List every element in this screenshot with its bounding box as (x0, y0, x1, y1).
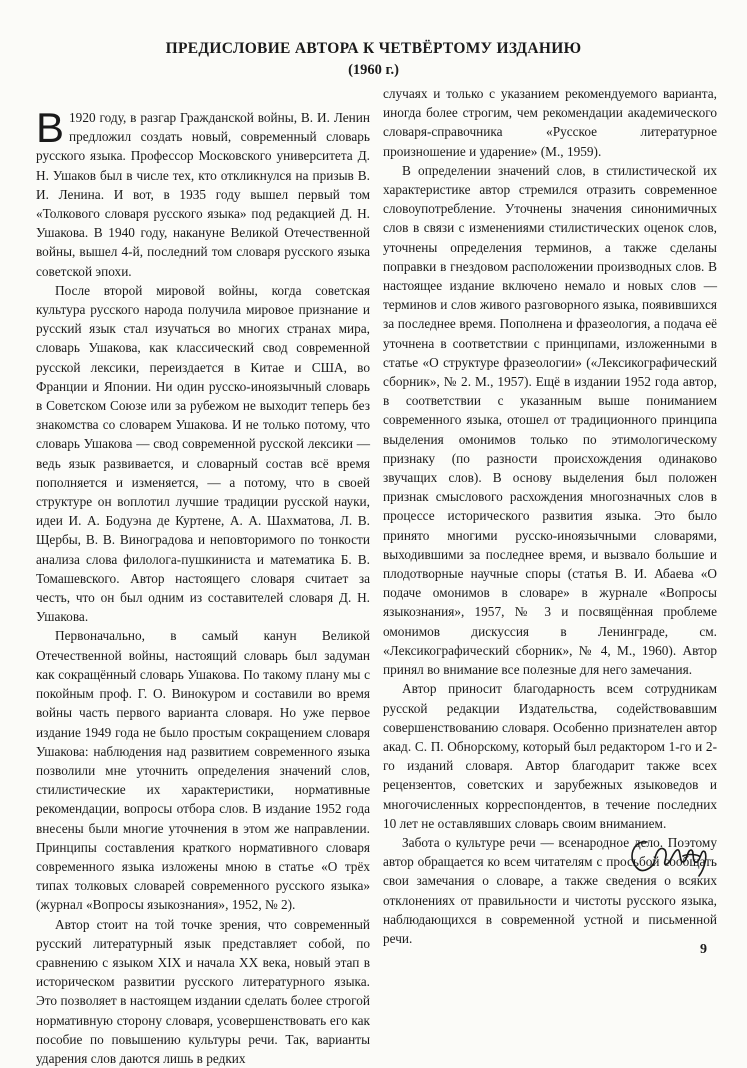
right-column (383, 84, 717, 948)
paragraph: Автор приносит благодарность всем сотрудникам русской редакции Издательства, содействовавшим совершенствованию словаря. Особенно признателен автор акад. С. П. Обнорскому, который был редактором 1-го и 2-го изданий словаря. Автор благодарит также всех рецензентов, советских и зарубежных языковедов и многочисленных корреспондентов, в течение последних 10 лет не оставлявших словарь своим вниманием. (383, 681, 717, 831)
paragraph: Забота о культуре речи — всенародное дело. Поэтому автор обращается ко всем читателям с просьбой сообщать свои замечания о словаре, а также сведения о всяких отклонениях от правильности и чистоты русского языка, наблюдающихся в современной устной и письменной речи. (383, 834, 717, 946)
page-subtitle: (1960 г.) (348, 62, 399, 78)
page-title: ПРЕДИСЛОВИЕ АВТОРА К ЧЕТВЁРТОМУ ИЗДАНИЮ (165, 40, 582, 57)
paragraph: В определении значений слов, в стилистической их характеристике автор стремился отразить современное словоупотребление. Уточнены значения синонимичных слов в связи с изменениями стилистических оценок слов, уточнены определения терминов, а также сделаны поправки в гнездовом расположении производных слов. В настоящее издание включено немало и новых слов — терминов и слов живого разговорного языка, появившихся за последнее время. Пополнена и фразеология, а подача её уточнена в соответствии с принципами, изложенными в статье «О структуре фразеологии» («Лексикографический сборник», № 2. М., 1957). Ещё в издании 1952 года автор, в соответствии с указанным выше пониманием современного языка, отошел от традиционного принципа выделения омонимов только по этимологическому признаку (по разности происхождения одинаково звучащих слов). В основу выделения был положен признак смыслового расхождения многозначных слов в процессе исторического развития языка. Это было принято многими русско-иноязычными словарями, выходившими за последнее время, и вызвало большие и плодотворные научные споры (статья В. И. Абаева «О подаче омонимов в словаре» в журнале «Вопросы языкознания», 1957, № 3 и посвящённая проблеме омонимов дискуссия в Ленинграде, см. «Лексикографический сборник», № 4, М., 1960). Автор принял во внимание все полезные для него замечания. (383, 162, 717, 678)
paragraph: Автор стоит на той точке зрения, что современный русский литературный язык представляет собой, по сравнению с языком XIX и начала XX века, новый этап в историческом развитии русского литературного языка. Это позволяет в настоящем издании сделать более строгой нормативную сторону словаря, усовершенствовать его как пособие по повышению культуры речи. Так, варианты ударения слов даются лишь в редких (36, 916, 370, 1066)
paragraph-text: 1920 году, в разгар Гражданской войны, В. И. Ленин предложил создать новый, современный словарь русского языка. Профессор Московского университета Д. Н. Ушаков был в числе тех, кто откликнулся на призыв В. И. Ленина. И вот, в 1935 году вышел первый том «Толкового словаря русского языка» под редакцией Д. Н. Ушакова. В 1940 году, накануне Великой Отечественной войны, вышел 4-й, последний том словаря русского языка советской эпохи. (36, 110, 370, 279)
paragraph: Первоначально, в самый канун Великой Отечественной войны, настоящий словарь был задуман как сокращённый словарь Ушакова. По такому плану мы с покойным проф. Г. О. Винокуром и составили во время войны часть первого варианта словаря. Но уже первое издание 1949 года не было простым сокращением словаря Ушакова: наблюдения над развитием современного языка позволили мне уточнить определения значений слов, стилистические их характеристики, нормативные рекомендации, вопросы отбора слов. В издание 1952 года внесены были многие уточнения в этом же направлении. Принципы составления краткого нормативного словаря современного языка изложены мною в статье «О трёх типах толковых словарей современного русского языка» (журнал «Вопросы языкознания», 1952, № 2). (36, 628, 370, 913)
author-signature (625, 828, 725, 883)
paragraph (36, 104, 370, 281)
page-number: 9 (700, 942, 707, 957)
paragraph: случаях и только с указанием рекомендуемого варианта, иногда более строгим, чем рекомендации академического словаря-справочника «Русское литературное произношение и ударение» (М., 1959). (383, 86, 717, 159)
drop-cap: В (36, 104, 65, 151)
paragraph: После второй мировой войны, когда советская культура русского народа получила мировое признание и русский язык стал изучаться во многих странах мира, словарь Ушакова, как классический свод современной русской лексики, переиздается в Китае и США, во Франции и Японии. Ни один русско-иноязычный словарь в Советском Союзе или за рубежом не выходит теперь без знакомства со словарем Ушакова. И не только потому, что словарь Ушакова — свод современной русской лексики — ведь язык развивается, и словарный состав всё время пополняется и изменяется, — а потому, что в своей структуре он воплотил лучшие традиции русской науки, идеи И. А. Бодуэна де Куртене, А. А. Шахматова, Л. В. Щербы, В. В. Виноградова и неповторимого по тонкости анализа слова филолога-пушкиниста и математика Б. В. Томашевского. Автор настоящего словаря считает за честь, что он был одним из составителей словаря Д. Н. Ушакова. (36, 282, 370, 625)
left-column (36, 104, 370, 1068)
